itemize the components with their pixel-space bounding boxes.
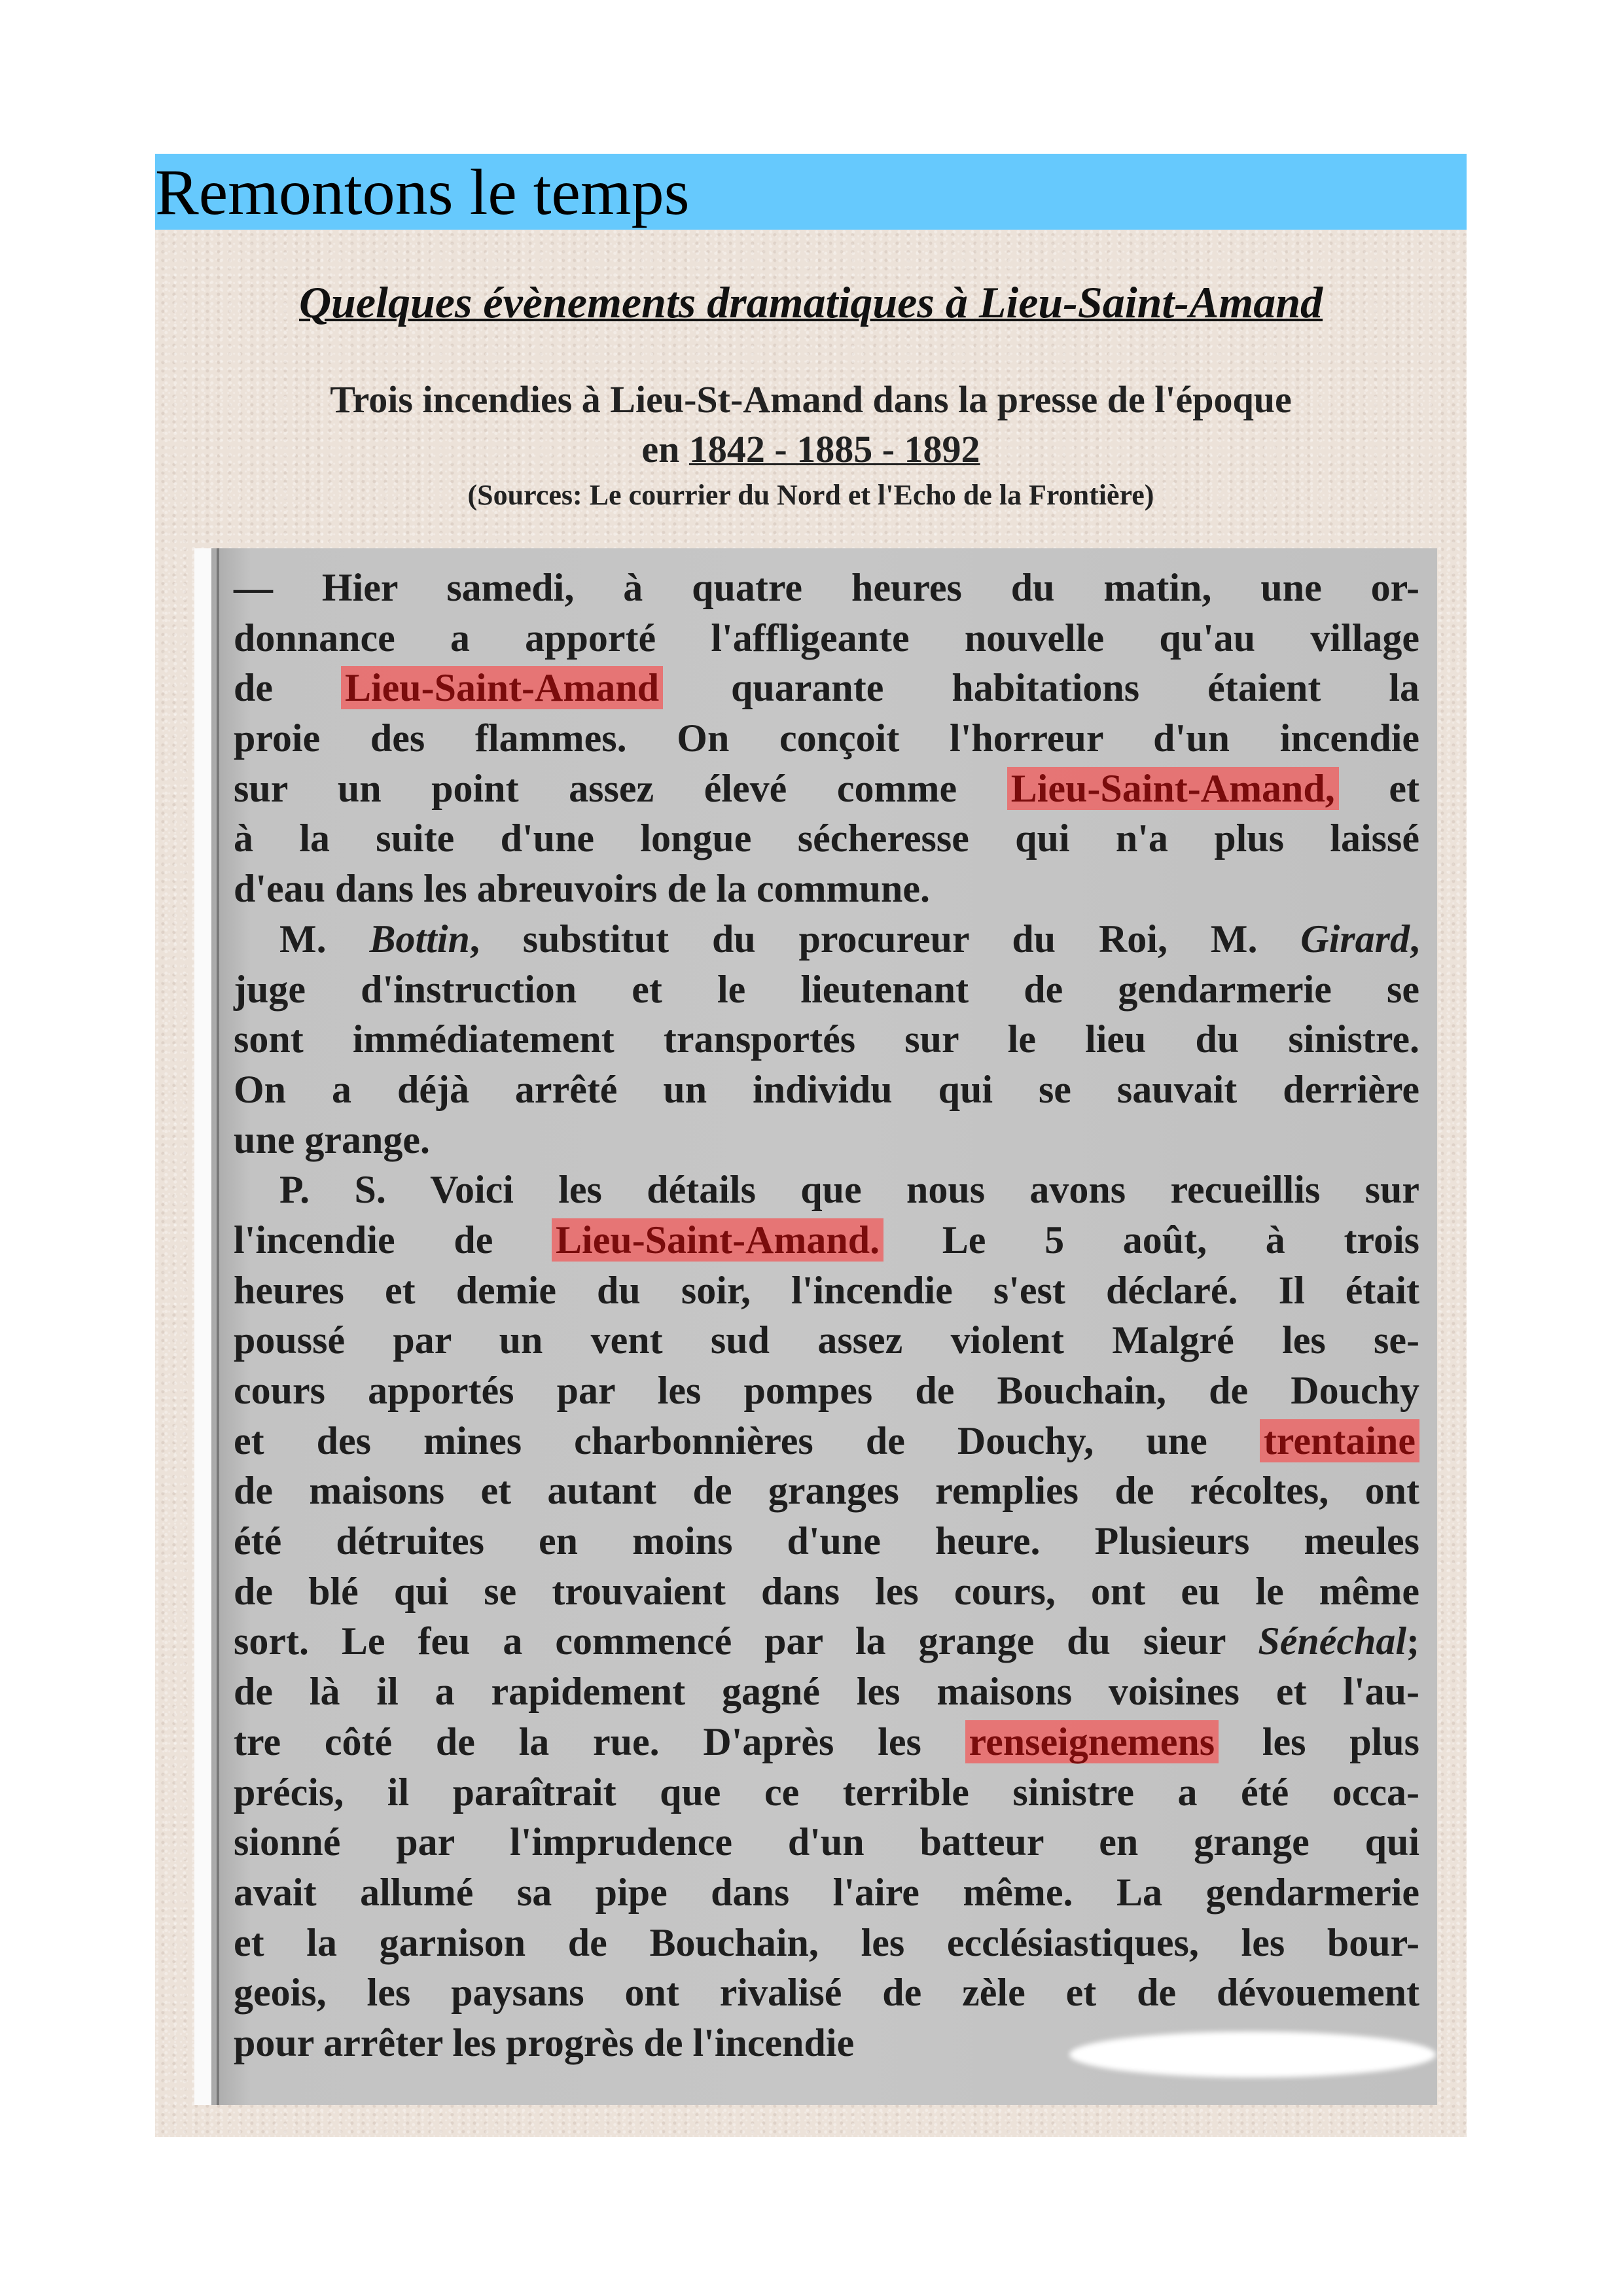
clipping-line — [234, 1867, 1419, 1918]
clipping-text-segment: tre côté de la rue. D'après les — [234, 1720, 965, 1763]
clipping-line — [234, 1616, 1419, 1667]
clipping-text-segment: d'eau dans les abreuvoirs de la commune. — [234, 867, 930, 911]
clipping-line — [234, 1366, 1419, 1416]
clipping-text-segment: , — [1409, 917, 1419, 961]
clipping-line — [234, 713, 1419, 764]
clipping-line — [234, 964, 1419, 1015]
clipping-text-segment: une grange. — [234, 1118, 430, 1161]
clipping-text-segment: de blé qui se trouvaient dans les cours, ont eu le même — [234, 1569, 1419, 1613]
clipping-line — [234, 813, 1419, 864]
clipping-text-segment: P. S. Voici les détails que nous avons recueillis sur — [279, 1168, 1419, 1212]
years-prefix: en — [641, 428, 680, 470]
clipping-text-segment: de là il a rapidement gagné les maisons voisines et l'au- — [234, 1670, 1419, 1714]
clipping-text-segment: donnance a apporté l'affligeante nouvelle qu'au village — [234, 616, 1419, 660]
clipping-line — [234, 864, 1419, 914]
clipping-text-segment: quarante habitations étaient la — [663, 666, 1420, 710]
clipping-line — [234, 1014, 1419, 1065]
highlighted-text: renseignemens — [965, 1720, 1219, 1763]
erased-smudge — [1069, 2032, 1436, 2077]
italic-name: Bottin — [369, 917, 470, 961]
clipping-line — [234, 1667, 1419, 1717]
clipping-line — [234, 1516, 1419, 1566]
clipping-text-segment: proie des flammes. On conçoit l'horreur d'un incendie — [234, 716, 1419, 760]
article-subtitle — [155, 375, 1467, 474]
clipping-text-segment: sont immédiatement transportés sur le lieu du sinistre. — [234, 1017, 1419, 1061]
clipping-text-segment: heures et demie du soir, l'incendie s'est déclaré. Il était — [234, 1268, 1419, 1312]
clipping-line — [234, 613, 1419, 663]
highlighted-text: trentaine — [1260, 1419, 1419, 1462]
clipping-text-segment: sur un point assez élevé comme — [234, 766, 1007, 810]
clipping-text-segment: cours apportés par les pompes de Bouchain, de Douchy — [234, 1369, 1419, 1412]
clipping-line — [234, 1215, 1419, 1265]
highlighted-text: Lieu-Saint-Amand, — [1007, 767, 1339, 810]
newspaper-clipping — [194, 548, 1437, 2105]
clipping-text-segment: avait allumé sa pipe dans l'aire même. La gendarmerie — [234, 1870, 1419, 1914]
clipping-text — [234, 563, 1419, 2068]
clipping-text-segment: sionné par l'imprudence d'un batteur en grange qui — [234, 1820, 1419, 1864]
clipping-text-segment: , substitut du procureur du Roi, M. — [469, 917, 1301, 961]
clipping-text-segment: et des mines charbonnières de Douchy, une — [234, 1419, 1260, 1462]
clipping-line — [234, 1265, 1419, 1316]
clipping-text-segment: Le 5 août, à trois — [883, 1218, 1419, 1262]
clipping-line — [234, 1817, 1419, 1867]
clipping-text-segment: pour arrêter les progrès de l'incendie — [234, 2021, 855, 2064]
clipping-text-segment: geois, les paysans ont rivalisé de zèle et de dévouement — [234, 1971, 1419, 2015]
clipping-text-segment: et la garnison de Bouchain, les ecclésiastiques, les bour- — [234, 1920, 1419, 1964]
header-bar — [155, 154, 1467, 230]
clipping-text-segment: ; — [1406, 1619, 1419, 1663]
clipping-text-segment: à la suite d'une longue sécheresse qui n'a plus laissé — [234, 817, 1419, 860]
clipping-line — [234, 663, 1419, 713]
sources-note: (Sources: Le courrier du Nord et l'Echo de la Frontière) — [467, 479, 1154, 511]
clipping-text-segment: sort. Le feu a commencé par la grange du sieur — [234, 1619, 1258, 1663]
clipping-text-segment: l'incendie de — [234, 1218, 552, 1262]
clipping-line — [234, 1918, 1419, 1968]
clipping-line — [234, 914, 1419, 964]
page-title: Remontons le temps — [155, 156, 690, 228]
article-title: Quelques évènements dramatiques à Lieu-Saint-Amand — [298, 277, 1323, 327]
clipping-line — [234, 563, 1419, 613]
clipping-text-segment: de maisons et autant de granges remplies de récoltes, ont — [234, 1469, 1419, 1513]
highlighted-text: Lieu-Saint-Amand. — [552, 1218, 883, 1262]
clipping-text-segment: On a déjà arrêté un individu qui se sauvait derrière — [234, 1067, 1419, 1111]
clipping-text-segment: M. — [279, 917, 370, 961]
clipping-line — [234, 1065, 1419, 1115]
clipping-text-segment: poussé par un vent sud assez violent Malgré les se- — [234, 1318, 1419, 1362]
years: 1842 - 1885 - 1892 — [688, 428, 980, 470]
clipping-scan — [211, 548, 1437, 2105]
clipping-line — [234, 1466, 1419, 1516]
subtitle-years-line — [155, 425, 1467, 474]
clipping-line — [234, 1115, 1419, 1165]
italic-name: Sénéchal — [1258, 1619, 1407, 1663]
italic-name: Girard — [1300, 917, 1410, 961]
clipping-line — [234, 764, 1419, 814]
column-rule — [217, 548, 219, 2105]
clipping-line — [234, 1717, 1419, 1767]
clipping-text-segment: et — [1338, 766, 1419, 810]
clipping-text-segment: été détruites en moins d'une heure. Plusieurs meules — [234, 1519, 1419, 1563]
clipping-line — [234, 1416, 1419, 1466]
clipping-text-segment: juge d'instruction et le lieutenant de gendarmerie se — [234, 967, 1419, 1011]
clipping-text-segment: — Hier samedi, à quatre heures du matin, une or- — [234, 566, 1419, 609]
clipping-text-segment: précis, il paraîtrait que ce terrible sinistre a été occa- — [234, 1770, 1419, 1814]
clipping-line — [234, 1968, 1419, 2018]
clipping-text-segment: de — [234, 666, 341, 710]
clipping-line — [234, 1165, 1419, 1215]
clipping-line — [234, 1315, 1419, 1366]
clipping-text-segment: les plus — [1219, 1720, 1419, 1763]
clipping-line — [234, 1566, 1419, 1617]
subtitle-line: Trois incendies à Lieu-St-Amand dans la presse de l'époque — [330, 378, 1292, 421]
highlighted-text: Lieu-Saint-Amand — [341, 666, 663, 709]
clipping-line — [234, 1767, 1419, 1818]
